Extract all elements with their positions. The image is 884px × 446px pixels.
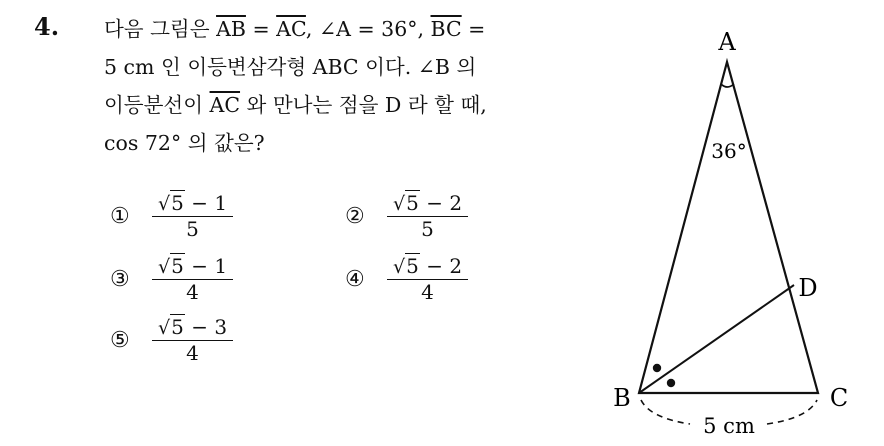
question-number: 4. — [34, 12, 60, 41]
sqrt-icon: √ — [393, 193, 406, 215]
fraction: $\frac{√5 - 1}{4}$ — [152, 255, 233, 303]
sqrt-icon: √ — [158, 193, 171, 215]
question-line-4: cos 72° 의 값은? — [104, 131, 265, 155]
triangle-abc — [639, 62, 818, 393]
angle-mark-dot-2 — [667, 379, 675, 387]
bisector-bd — [639, 285, 794, 393]
sqrt-icon: √ — [393, 256, 406, 278]
vertex-label-b: B — [613, 384, 631, 412]
segment-bc: $\overline{BC}$ — [430, 17, 462, 41]
vertex-label-c: C — [829, 384, 849, 412]
angle-label-36: 36° — [711, 139, 747, 163]
point-label-d: D — [798, 274, 818, 302]
choice-mark: ③ — [110, 266, 130, 292]
segment-ac: $\overline{AC}$ — [276, 17, 306, 41]
fraction: $\frac{√5 - 2}{4}$ — [387, 255, 468, 303]
vertex-label-a: A — [718, 28, 736, 56]
base-dimension-right — [767, 400, 817, 424]
question-line-2: 5 cm 인 이등변삼각형 ABC 이다. ∠B 의 — [104, 55, 477, 79]
fraction: $\frac{√5 - 2}{5}$ — [387, 192, 468, 240]
choice-mark: ① — [110, 203, 130, 229]
base-length-label: 5 cm — [703, 414, 755, 438]
choice-mark: ⑤ — [110, 327, 130, 353]
sqrt-icon: √ — [158, 317, 171, 339]
question-line-3: 이등분선이 $\overline{AC}$ 와 만나는 점을 D 라 할 때, — [104, 93, 487, 117]
segment-ac-2: $\overline{AC}$ — [209, 93, 241, 117]
fraction: $\frac{√5 - 1}{5}$ — [152, 192, 233, 240]
choice-mark: ④ — [345, 266, 365, 292]
base-dimension-left — [641, 400, 690, 424]
choice-mark: ② — [345, 203, 365, 229]
angle-mark-dot-1 — [653, 364, 661, 372]
question-line-1: 다음 그림은 $\overline{AB} = \overline{AC}$, ∠A = 36°, $\overline{BC}$ = — [104, 17, 486, 41]
segment-ab: $\overline{AB}$ — [216, 17, 246, 41]
fraction: $\frac{√5 - 3}{4}$ — [152, 316, 233, 364]
sqrt-icon: √ — [158, 256, 171, 278]
